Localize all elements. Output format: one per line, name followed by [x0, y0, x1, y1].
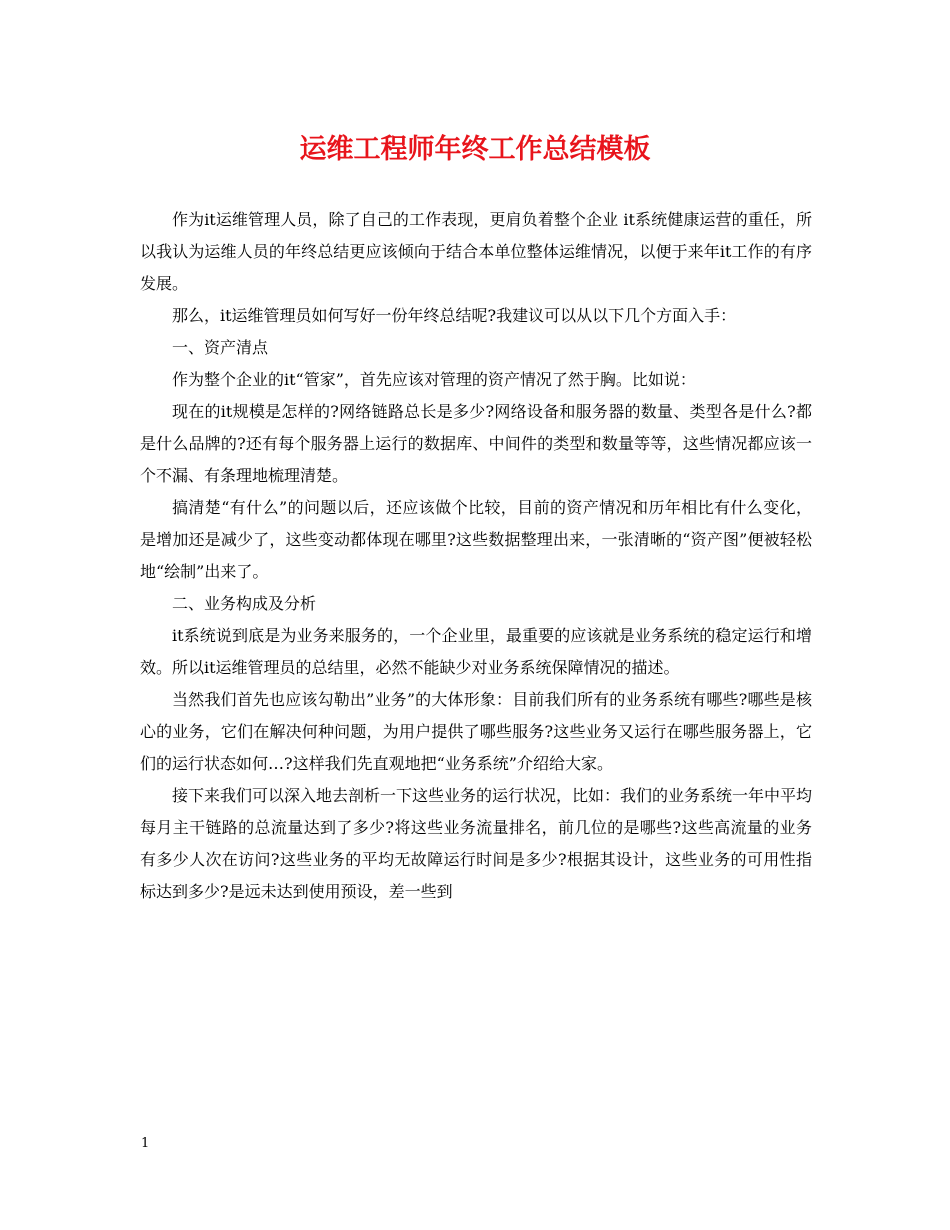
paragraph-assets-compare: 搞清楚“有什么”的问题以后，还应该做个比较，目前的资产情况和历年相比有什么变化，是增加还是减少了，这些变动都体现在哪里?这些数据整理出来，一张清晰的“资产图”便被轻松地“绘制”出来了。	[140, 498, 812, 581]
document-title: 运维工程师年终工作总结模板	[299, 134, 651, 165]
paragraph-assets-questions: 现在的it规模是怎样的?网络链路总长是多少?网络设备和服务器的数量、类型各是什么?都是什么品牌的?还有每个服务器上运行的数据库、中间件的类型和数量等等，这些情况都应该一个不漏、有条理地梳理清楚。	[140, 402, 812, 485]
section-heading-business: 二、业务构成及分析	[172, 594, 317, 613]
paragraph-business-analysis: 接下来我们可以深入地去剖析一下这些业务的运行状况，比如：我们的业务系统一年中平均每月主干链路的总流量达到了多少?将这些业务流量排名，前几位的是哪些?这些高流量的业务有多少人次在访问?这些业务的平均无故障运行时间是多少?根据其设计，这些业务的可用性指标达到多少?是远未达到使用预设，差一些到	[140, 786, 813, 901]
page-number: 1	[141, 1136, 150, 1151]
paragraph-intro: 作为it运维管理人员，除了自己的工作表现，更肩负着整个企业 it系统健康运营的重任，所以我认为运维人员的年终总结更应该倾向于结合本单位整体运维情况，以便于来年it工作的有序发展。	[140, 210, 812, 293]
paragraph-business-intro: it系统说到底是为业务来服务的，一个企业里，最重要的应该就是业务系统的稳定运行和增效。所以it运维管理员的总结里，必然不能缺少对业务系统保障情况的描述。	[140, 626, 812, 677]
section-heading-assets: 一、资产清点	[172, 338, 269, 357]
paragraph-assets-intro: 作为整个企业的it“管家”，首先应该对管理的资产情况了然于胸。比如说：	[172, 370, 696, 389]
document-body	[140, 204, 812, 908]
paragraph-business-outline: 当然我们首先也应该勾勒出”业务”的大体形象：目前我们所有的业务系统有哪些?哪些是核心的业务，它们在解决何种问题，为用户提供了哪些服务?这些业务又运行在哪些服务器上，它们的运行状态如何…?这样我们先直观地把“业务系统”介绍给大家。	[140, 690, 812, 773]
paragraph-question: 那么，it运维管理员如何写好一份年终总结呢?我建议可以从以下几个方面入手：	[172, 306, 737, 325]
